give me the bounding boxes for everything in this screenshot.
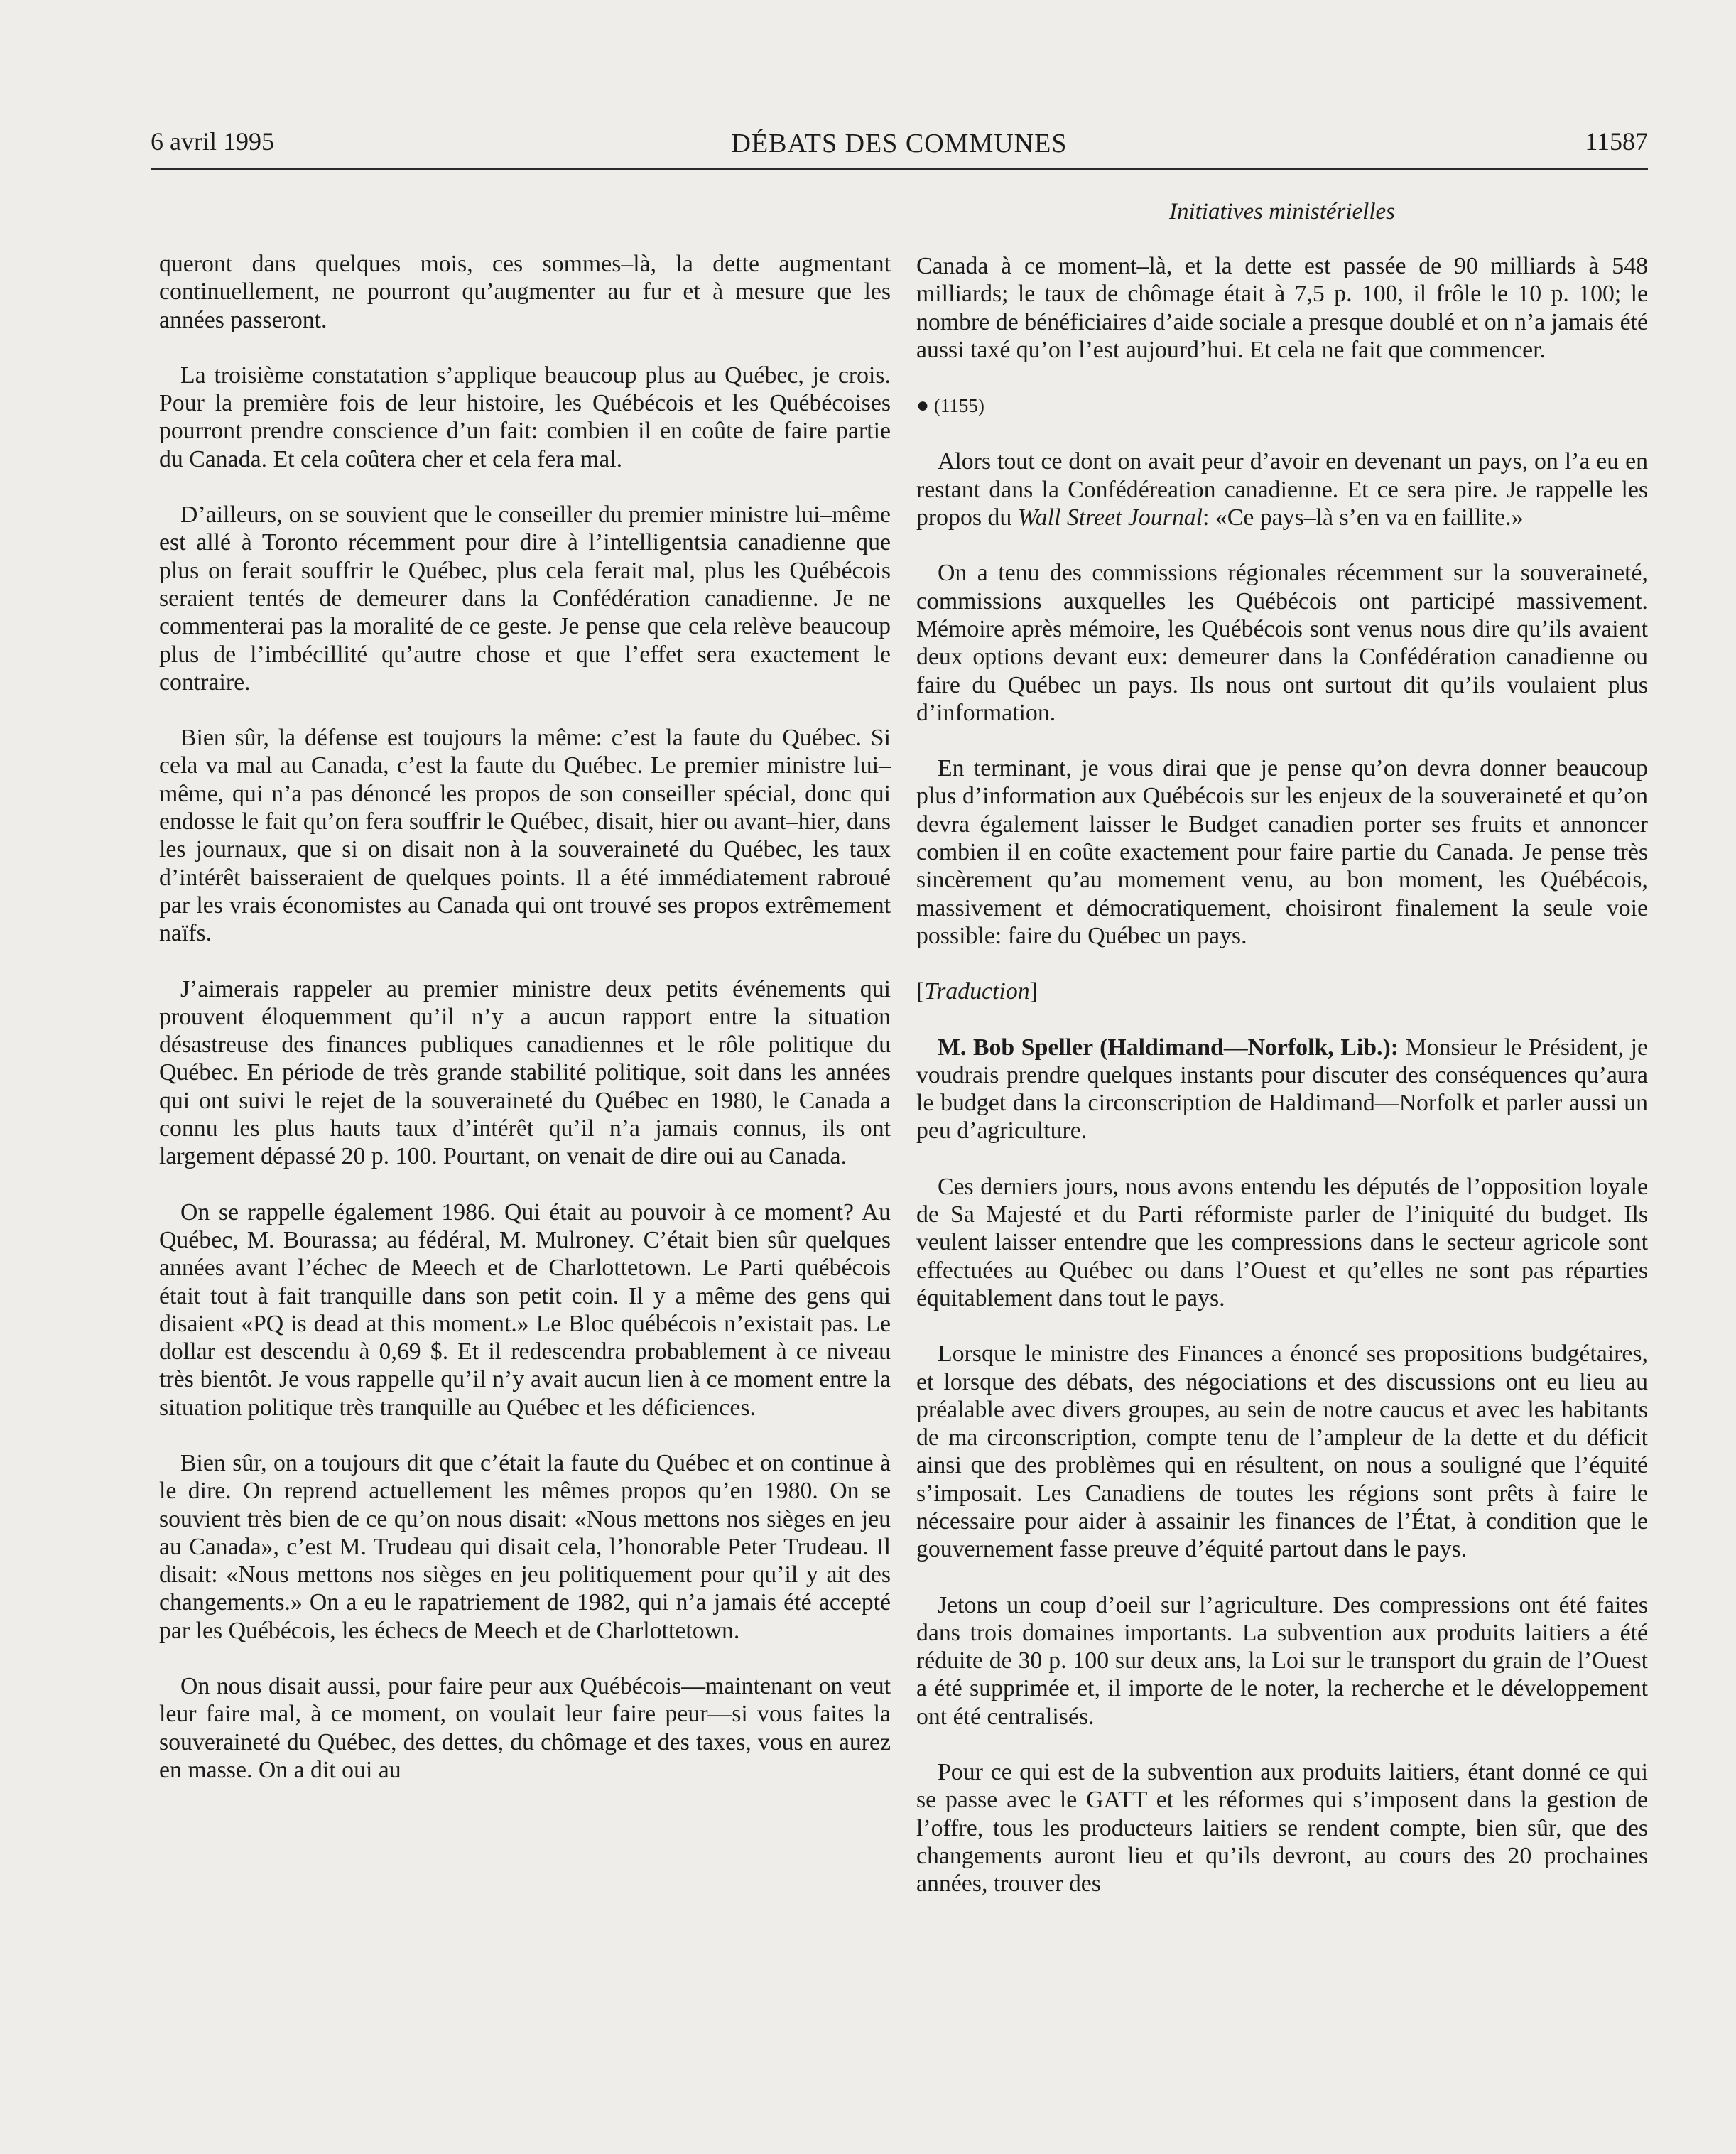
paragraph [916, 448, 1648, 531]
paragraph: On se rappelle également 1986. Qui était au pouvoir à ce moment? Au Québec, M. Bourassa; au fédéral, M. Mulroney. C’était bien sûr quelques années avant l’échec de Meech et de Charlottetown. Le Parti québécois était tout à fait tranquille dans son petit coin. Il y a même des gens qui disaient «PQ is dead at this moment.» Le Bloc québécois n’existait pas. Le dollar est descendu à 0,69 $. Et il redescendra probablement à ce niveau très bientôt. Je vous rappelle qu’il n’y avait aucun lien à ce moment entre la situation politique très tranquille au Québec et les déficiences. [159, 1198, 891, 1421]
journal-title: Wall Street Journal [1017, 504, 1203, 531]
paragraph-text: Alors tout ce dont on avait peur d’avoir en devenant un pays, on l’a eu en restant dans la Confédéreation canadienne. Et ce sera pire. Je rappelle les propos du [916, 448, 1648, 531]
paragraph: Pour ce qui est de la subvention aux produits laitiers, étant donné ce qui se passe avec le GATT et les réformes qui s’imposent dans la gestion de l’offre, tous les producteurs laitiers se rendent compte, bien sûr, que des changements auront lieu et qu’ils devront, au cours des 20 prochaines années, trouver des [916, 1759, 1648, 1898]
paragraph-text: : «Ce pays–là s’en va en faillite.» [1203, 504, 1524, 531]
left-column [159, 250, 891, 1812]
speech-paragraph [916, 1034, 1648, 1145]
paragraph: Bien sûr, la défense est toujours la même: c’est la faute du Québec. Si cela va mal au Canada, c’est la faute du Québec. Le premier ministre lui–même, qui n’a pas dénoncé les propos de son conseiller spécial, donc qui endosse le fait qu’on fera souffrir le Québec, disait, hier ou avant–hier, dans les journaux, que si on disait non à la souveraineté du Québec, les taux d’intérêt baisseraient de quelques points. Il a été immédiatement rabroué par les vrais économistes au Canada qui ont trouvé ses propos extrêmement naïfs. [159, 725, 891, 947]
running-head: Initiatives ministérielles [1168, 199, 1396, 224]
paragraph: D’ailleurs, on se souvient que le conseiller du premier ministre lui–même est allé à Toronto récemment pour dire à l’intelligentsia canadienne que plus on ferait souffrir le Québec, plus cela ferait mal, plus les Québécois seraient tentés de demeurer dans la Confédération canadienne. Je ne commenterai pas la moralité de ce geste. Je pense que cela relève beaucoup plus de l’imbécillité qu’autre chose et que l’effet sera exactement le contraire. [159, 502, 891, 696]
header-date: 6 avril 1995 [151, 127, 274, 156]
paragraph: Bien sûr, on a toujours dit que c’était la faute du Québec et on continue à le dire. On reprend actuellement les mêmes propos qu’en 1980. On se souvient très bien de ce qu’on nous disait: «Nous mettons nos sièges en jeu au Canada», c’est M. Trudeau qui disait cela, l’honorable Peter Trudeau. Il disait: «Nous mettons nos sièges en jeu politiquement pour qu’il y ait des changements.» On a eu le rapatriement de 1982, qui n’a jamais été accepté par les Québécois, les échecs de Meech et de Charlottetown. [159, 1449, 891, 1644]
header-page-number: 11587 [1585, 127, 1648, 156]
header-title: DÉBATS DES COMMUNES [731, 129, 1068, 158]
paragraph: On a tenu des commissions régionales récemment sur la souveraineté, commissions auxquelles les Québécois ont participé massivement. Mémoire après mémoire, les Québécois sont venus nous dire qu’ils avaient deux options devant eux: demeurer dans la Confédération canadienne ou faire du Québec un pays. Ils nous ont surtout dit qu’ils voulaient plus d’information. [916, 560, 1648, 726]
paragraph: Canada à ce moment–là, et la dette est passée de 90 milliards à 548 milliards; le taux de chômage était à 7,5 p. 100, il frôle le 10 p. 100; le nombre de bénéficiaires d’aide sociale a presque doublé et on n’a jamais été aussi taxé qu’on l’est aujourd’hui. Et cela ne fait que commencer. [916, 253, 1648, 363]
bullet-icon: ● [916, 394, 930, 418]
translation-tag: [Traduction] [916, 978, 1038, 1005]
paragraph: Ces derniers jours, nous avons entendu les députés de l’opposition loyale de Sa Majesté et du Parti réformiste parler de l’iniquité du budget. Ils veulent laisser entendre que les compressions dans le secteur agricole sont effectuées au Québec ou dans l’Ouest et qu’elles ne sont pas réparties équitablement dans tout le pays. [916, 1173, 1648, 1311]
right-column [916, 252, 1648, 1926]
paragraph: Jetons un coup d’oeil sur l’agriculture. Des compressions ont été faites dans trois domaines importants. La subvention aux produits laitiers a été réduite de 30 p. 100 sur deux ans, la Loi sur le transport du grain de l’Ouest a été supprimée et, il importe de le noter, la recherche et le développement ont été centralisés. [916, 1591, 1648, 1730]
page-header [151, 121, 1648, 165]
speaker-name: M. Bob Speller (Haldimand—Norfolk, Lib.): [938, 1034, 1399, 1061]
paragraph: La troisième constatation s’applique beaucoup plus au Québec, je crois. Pour la première fois de leur histoire, les Québécois et les Québécoises pourront prendre conscience d’un fait: combien il en coûte de faire partie du Canada. Et cela coûtera cher et cela fera mal. [159, 362, 891, 472]
time-marker-text: (1155) [933, 395, 984, 417]
paragraph: J’aimerais rappeler au premier ministre deux petits événements qui prouvent éloquemment qu’il n’y a aucun rapport entre la situation désastreuse des finances publiques canadiennes et le rôle politique du Québec. En période de très grande stabilité politique, soit dans les années qui ont suivi le rejet de la souveraineté du Québec en 1980, le Canada a connu les plus hauts taux d’intérêt qu’il n’a jamais connus, ils ont largement dépassé 20 p. 100. Pourtant, on venait de dire oui au Canada. [159, 975, 891, 1170]
paragraph: Lorsque le ministre des Finances a énoncé ses propositions budgétaires, et lorsque des débats, des négociations et des discussions ont eu lieu au préalable avec divers groupes, au sein de notre caucus et avec les habitants de ma circonscription, compte tenu de l’ampleur de la dette et du déficit ainsi que des problèmes qui en résultent, on nous a souligné que l’équité s’imposait. Les Canadiens de toutes les régions sont prêts à faire le nécessaire pour aider à assainir les finances de l’État, à condition que le gouvernement fasse preuve d’équité partout dans le pays. [916, 1341, 1648, 1563]
translation-tag-text: Traduction [924, 978, 1030, 1005]
paragraph-text: Monsieur le Président, je voudrais prendre quelques instants pour discuter des conséquences qu’aura le budget dans la circonscription de Haldimand—Norfolk et parler aussi un peu d’agriculture. [916, 1034, 1648, 1144]
time-marker [916, 391, 1648, 420]
paragraph: On nous disait aussi, pour faire peur aux Québécois—maintenant on veut leur faire mal, à ce moment, on voulait leur faire peur—si vous faites la souveraineté du Québec, des dettes, du chômage et des taxes, vous en aurez en masse. On a dit oui au [159, 1673, 891, 1783]
paragraph: queront dans quelques mois, ces sommes–là, la dette augmentant continuellement, ne pourront qu’augmenter au fur et à mesure que les années passeront. [159, 251, 891, 333]
paragraph: En terminant, je vous dirai que je pense qu’on devra donner beaucoup plus d’information aux Québécois sur les enjeux de la souveraineté et qu’on devra également laisser le Budget canadien porter ses fruits et annoncer combien il en coûte exactement pour faire partie du Canada. Je pense très sincèrement qu’au momement venu, au bon moment, les Québécois, massivement et démocratiquement, choisiront finalement la seule voie possible: faire du Québec un pays. [916, 755, 1648, 949]
header-rule [151, 168, 1648, 170]
